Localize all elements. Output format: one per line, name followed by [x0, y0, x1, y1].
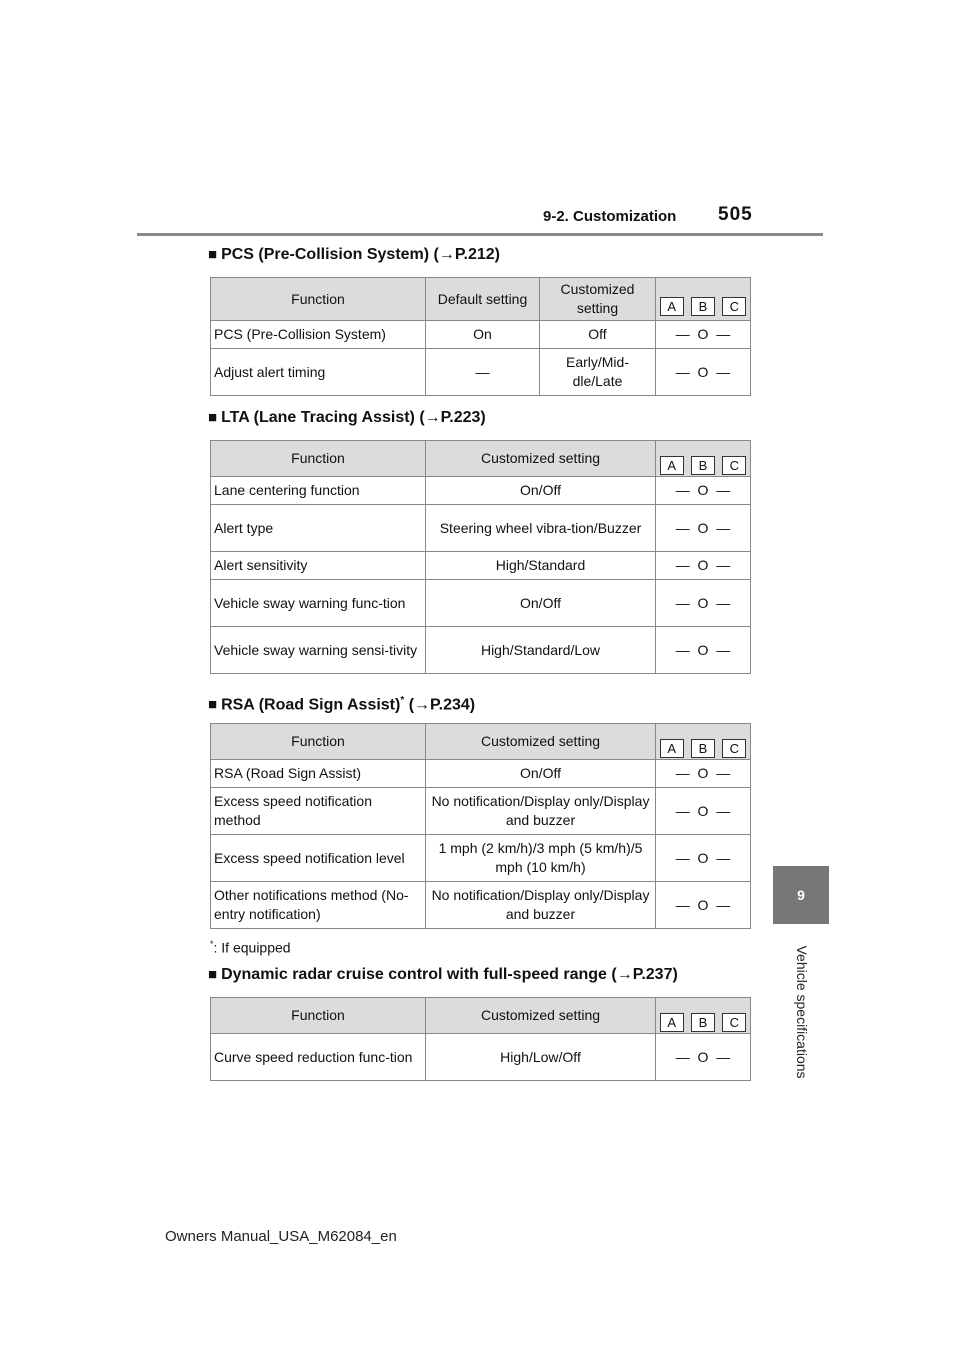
arrow-right-icon: → [616, 966, 633, 983]
column-letter-c: C [722, 297, 746, 316]
document-id: Owners Manual_USA_M62084_en [165, 1228, 397, 1245]
column-header-abc [656, 998, 751, 1034]
cell-function: Alert sensitivity [211, 552, 426, 580]
cell-customized: Steering wheel vibra-tion/Buzzer [426, 505, 656, 552]
cell-function: Adjust alert timing [211, 349, 426, 396]
column-letter-c: C [722, 1013, 746, 1032]
footnote-mark: * [400, 695, 405, 706]
cell-abc: — O — [656, 580, 751, 627]
header-rule [137, 233, 823, 236]
column-letter-a: A [660, 739, 684, 758]
column-header-default: Default setting [426, 278, 540, 321]
table-row [211, 788, 751, 835]
cell-customized: High/Standard/Low [426, 627, 656, 674]
column-letter-a: A [660, 1013, 684, 1032]
cell-function: RSA (Road Sign Assist) [211, 760, 426, 788]
table-row [211, 321, 751, 349]
section-title: ■ Dynamic radar cruise control with full-speed range (→P.237) [208, 966, 678, 983]
column-header-function: Function [211, 998, 426, 1034]
cell-abc: — O — [656, 835, 751, 882]
cell-customized: No notification/Display only/Display and buzzer [426, 788, 656, 835]
cell-abc: — O — [656, 321, 751, 349]
column-header-function: Function [211, 441, 426, 477]
section-pcs [210, 243, 750, 396]
cell-abc: — O — [656, 552, 751, 580]
cell-function: Vehicle sway warning sensi-tivity [211, 627, 426, 674]
cell-abc: — O — [656, 1034, 751, 1081]
table-row [211, 760, 751, 788]
cell-abc: — O — [656, 627, 751, 674]
cell-customized: 1 mph (2 km/h)/3 mph (5 km/h)/5 mph (10 km/h) [426, 835, 656, 882]
cell-function: Excess speed notification method [211, 788, 426, 835]
table-row [211, 552, 751, 580]
section-rsa [210, 689, 750, 929]
section-lta [210, 406, 750, 674]
cell-customized: No notification/Display only/Display and buzzer [426, 882, 656, 929]
column-letter-b: B [691, 1013, 715, 1032]
cell-customized: On/Off [426, 477, 656, 505]
column-header-abc [656, 441, 751, 477]
cell-abc: — O — [656, 505, 751, 552]
cell-function: Lane centering function [211, 477, 426, 505]
rsa-settings-table [210, 723, 751, 929]
section-dynamic-radar-cruise [210, 963, 750, 1081]
running-header-section: 9-2. Customization [543, 208, 677, 225]
arrow-right-icon: → [438, 246, 455, 263]
lta-settings-table [210, 440, 751, 674]
page-reference-link[interactable]: P.237) [632, 966, 678, 983]
cell-abc: — O — [656, 882, 751, 929]
column-header-customized: Customized setting [426, 441, 656, 477]
chapter-title: Vehicle specifications [794, 945, 810, 1079]
column-header-abc [656, 724, 751, 760]
table-row [211, 1034, 751, 1081]
cell-customized: High/Standard [426, 552, 656, 580]
table-row [211, 349, 751, 396]
section-title: ■ LTA (Lane Tracing Assist) (→P.223) [208, 409, 486, 426]
cell-default: — [426, 349, 540, 396]
pcs-settings-table [210, 277, 751, 396]
table-row [211, 505, 751, 552]
column-letter-b: B [691, 739, 715, 758]
footnote-mark: * [210, 939, 214, 949]
column-letter-a: A [660, 456, 684, 475]
column-header-customized: Customized setting [426, 724, 656, 760]
cell-customized: Early/Mid-dle/Late [540, 349, 656, 396]
table-row [211, 835, 751, 882]
cell-abc: — O — [656, 760, 751, 788]
arrow-right-icon: → [424, 409, 441, 426]
cell-function: Excess speed notification level [211, 835, 426, 882]
column-letter-b: B [691, 297, 715, 316]
table-row [211, 477, 751, 505]
cell-abc: — O — [656, 349, 751, 396]
footnote: *: If equipped [210, 939, 291, 956]
cell-abc: — O — [656, 477, 751, 505]
page-number: 505 [718, 204, 753, 225]
square-bullet-icon: ■ [208, 409, 218, 426]
section-title: ■ PCS (Pre-Collision System) (→P.212) [208, 246, 500, 263]
cell-customized: Off [540, 321, 656, 349]
column-letter-c: C [722, 739, 746, 758]
page-reference-link[interactable]: P.234) [430, 696, 476, 714]
column-header-function: Function [211, 724, 426, 760]
arrow-right-icon: → [414, 696, 431, 714]
column-header-customized: Customized setting [426, 998, 656, 1034]
column-letter-b: B [691, 456, 715, 475]
cell-function: Curve speed reduction func-tion [211, 1034, 426, 1081]
square-bullet-icon: ■ [208, 696, 218, 714]
cell-customized: On/Off [426, 580, 656, 627]
column-letter-a: A [660, 297, 684, 316]
cell-customized: On/Off [426, 760, 656, 788]
column-header-function: Function [211, 278, 426, 321]
table-row [211, 882, 751, 929]
cell-default: On [426, 321, 540, 349]
column-letter-c: C [722, 456, 746, 475]
square-bullet-icon: ■ [208, 966, 218, 983]
chapter-number: 9 [797, 887, 805, 903]
page-reference-link[interactable]: P.223) [440, 409, 486, 426]
table-row [211, 580, 751, 627]
page-reference-link[interactable]: P.212) [454, 246, 500, 263]
cell-customized: High/Low/Off [426, 1034, 656, 1081]
cruise-settings-table [210, 997, 751, 1081]
cell-abc: — O — [656, 788, 751, 835]
square-bullet-icon: ■ [208, 246, 218, 263]
cell-function: Alert type [211, 505, 426, 552]
column-header-customized: Customized setting [540, 278, 656, 321]
cell-function: PCS (Pre-Collision System) [211, 321, 426, 349]
cell-function: Other notifications method (No-entry notification) [211, 882, 426, 929]
table-row [211, 627, 751, 674]
chapter-tab[interactable] [773, 866, 829, 924]
section-title: ■ RSA (Road Sign Assist)* (→P.234) [208, 695, 476, 714]
cell-function: Vehicle sway warning func-tion [211, 580, 426, 627]
column-header-abc [656, 278, 751, 321]
